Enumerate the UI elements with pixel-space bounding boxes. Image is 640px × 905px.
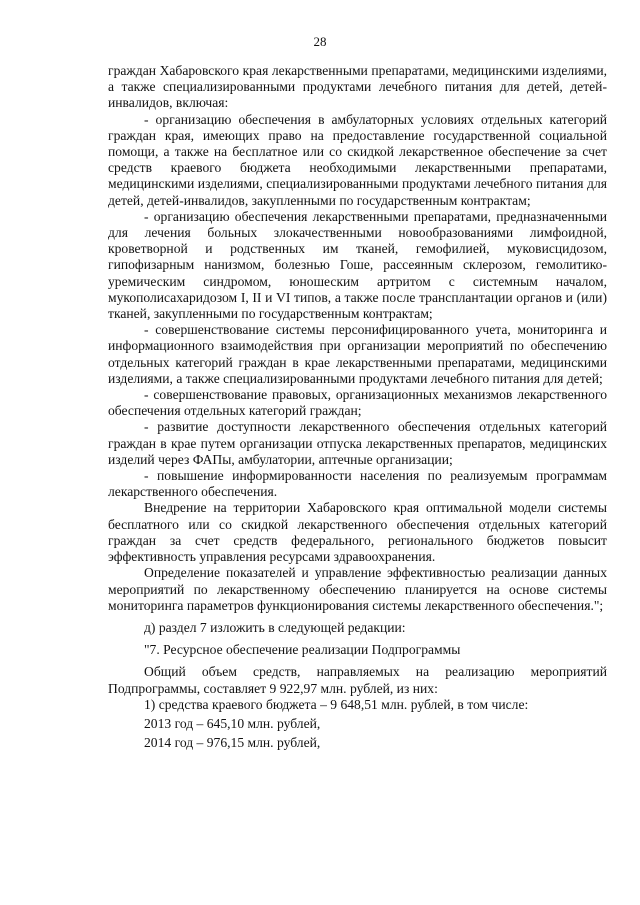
paragraph: граждан Хабаровского края лекарственными препаратами, медицинскими изделиями, а также специализированными продуктами лечебного питания для детей, детей-инвалидов, включая:	[108, 63, 607, 111]
page-number: 28	[313, 34, 327, 49]
list-item: - организацию обеспечения в амбулаторных условиях отдельных категорий граждан края, имеющих право на предоставление государственной социальной помощи, а также на бесплатное или со скидкой лекарственное обеспечение за счет средств краевого бюджета необходимыми лекарственными препаратами, медицинскими изделиями, специализированными продуктами лечебного питания для детей, детей-инвалидов, закупленными по государственным контрактам;	[108, 111, 607, 208]
section-heading: "7. Ресурсное обеспечение реализации Подпрограммы	[144, 642, 461, 658]
funding-year-line: 2014 год – 976,15 млн. рублей,	[144, 735, 321, 751]
list-item: - организацию обеспечения лекарственными препаратами, предназначенными для лечения больных злокачественными новообразованиями лимфоидной, кроветворной и родственных им тканей, гемофилией, муковисцидозом, гипофизарным нанизмом, болезнью Гоше, рассеянным склерозом, гемолитико-уремическим синдромом, юношеским артритом с системным началом, мукополисахаридозом I, II и VI типов, а также после трансплантации органов и (или) тканей, закупленными по государственным контрактам;	[108, 208, 607, 322]
list-item: - развитие доступности лекарственного обеспечения отдельных категорий граждан в крае путем организации отпуска лекарственных препаратов, медицинских изделий через ФАПы, амбулатории, аптечные организации;	[108, 419, 607, 467]
funding-year-line: 2013 год – 645,10 млн. рублей,	[144, 715, 321, 731]
document-body	[108, 63, 607, 751]
paragraph: Общий объем средств, направляемых на реализацию мероприятий Подпрограммы, составляет 9 922,97 млн. рублей, из них:	[108, 664, 607, 696]
list-item: - повышение информированности населения по реализуемым программам лекарственного обеспечения.	[108, 468, 607, 500]
funding-item: 1) средства краевого бюджета – 9 648,51 млн. рублей, в том числе:	[144, 696, 529, 712]
list-item: - совершенствование правовых, организационных механизмов лекарственного обеспечения отдельных категорий граждан;	[108, 387, 607, 419]
list-item: - совершенствование системы персонифицированного учета, мониторинга и информационного взаимодействия при организации мероприятий по обеспечению отдельных категорий граждан в крае лекарственными препаратами, медицинскими изделиями, а также специализированными продуктами лечебного питания для детей;	[108, 322, 607, 386]
paragraph: Внедрение на территории Хабаровского края оптимальной модели системы бесплатного или со скидкой лекарственного обеспечения отдельных категорий граждан за счет средств федерального, регионального бюджетов повысит эффективность управления ресурсами здравоохранения.	[108, 500, 607, 565]
paragraph: Определение показателей и управление эффективностью реализации данных мероприятий по лекарственному обеспечению планируется на основе системы мониторинга параметров функционирования системы лекарственного обеспечения.";	[108, 565, 607, 613]
amendment-instruction: д) раздел 7 изложить в следующей редакции:	[144, 619, 406, 635]
